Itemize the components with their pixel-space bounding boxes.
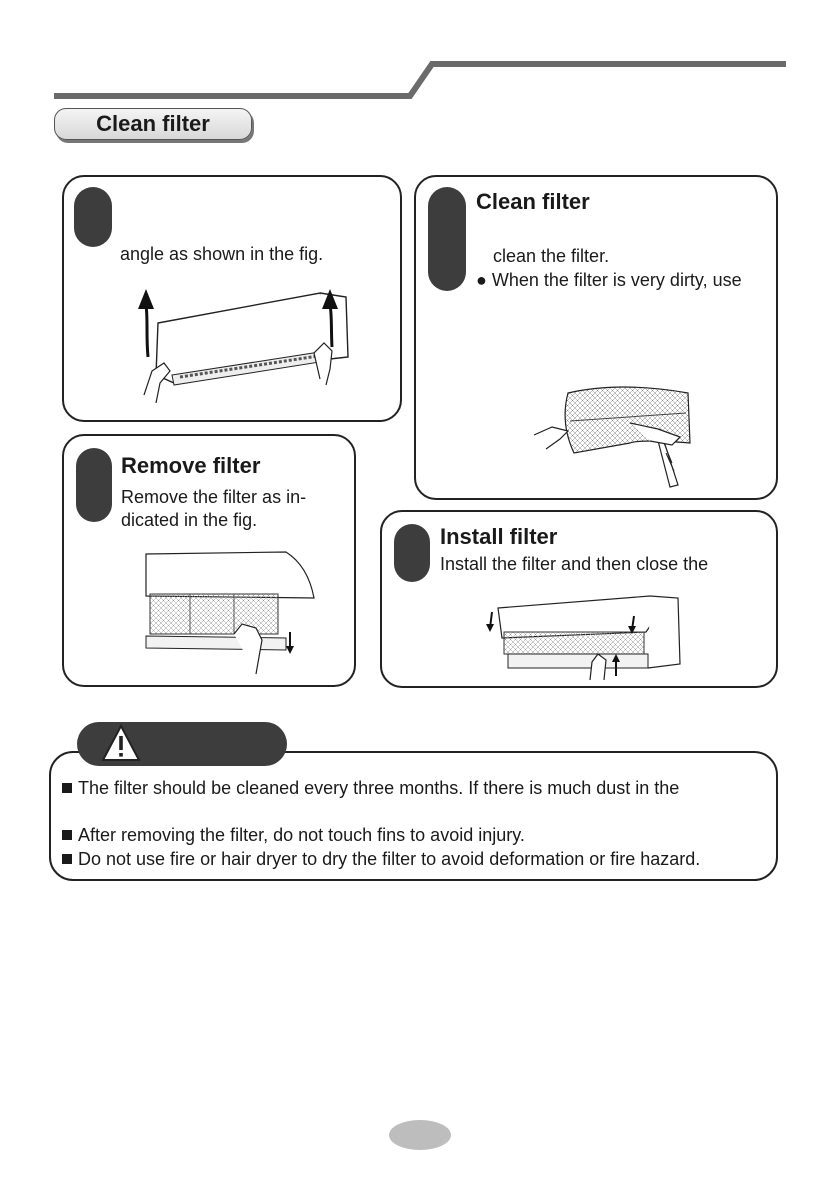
clean-filter-illustration (530, 383, 700, 493)
step-number-pill (74, 187, 112, 247)
section-title: Clean filter (96, 111, 210, 136)
caution-item: After removing the filter, do not touch fins to avoid injury. (62, 823, 525, 847)
bullet-square-icon (62, 830, 72, 840)
caution-tab (77, 722, 287, 766)
bullet-square-icon (62, 783, 72, 793)
bullet-square-icon (62, 854, 72, 864)
open-panel-step (62, 175, 402, 422)
install-filter-illustration (478, 592, 688, 682)
caution-item: Do not use fire or hair dryer to dry the filter to avoid deformation or fire hazard. (62, 847, 700, 871)
remove-filter-title: Remove filter (121, 453, 261, 478)
remove-filter-illustration (146, 548, 321, 678)
step-number-pill (394, 524, 430, 582)
page-number-badge (389, 1120, 451, 1150)
clean-filter-title: Clean filter (476, 189, 590, 214)
header-line (0, 0, 839, 110)
install-filter-title: Install filter (440, 524, 558, 549)
step-number-pill (428, 187, 466, 291)
clean-filter-step (414, 175, 778, 500)
open-front-panel-illustration (134, 285, 354, 405)
clean-filter-text-2: ● When the filter is very dirty, use (476, 270, 742, 290)
install-filter-step (380, 510, 778, 688)
clean-filter-text-1: clean the filter. (493, 246, 610, 266)
warning-triangle-icon (101, 724, 141, 762)
open-panel-text: angle as shown in the fig. (120, 244, 324, 264)
install-filter-text: Install the filter and then close the (440, 554, 709, 574)
remove-filter-step (62, 434, 356, 687)
caution-item: The filter should be cleaned every three months. If there is much dust in the (62, 776, 679, 800)
section-tab (54, 108, 252, 140)
remove-filter-text-2: dicated in the fig. (121, 510, 258, 530)
remove-filter-text-1: Remove the filter as in- (121, 487, 307, 507)
step-number-pill (76, 448, 112, 522)
